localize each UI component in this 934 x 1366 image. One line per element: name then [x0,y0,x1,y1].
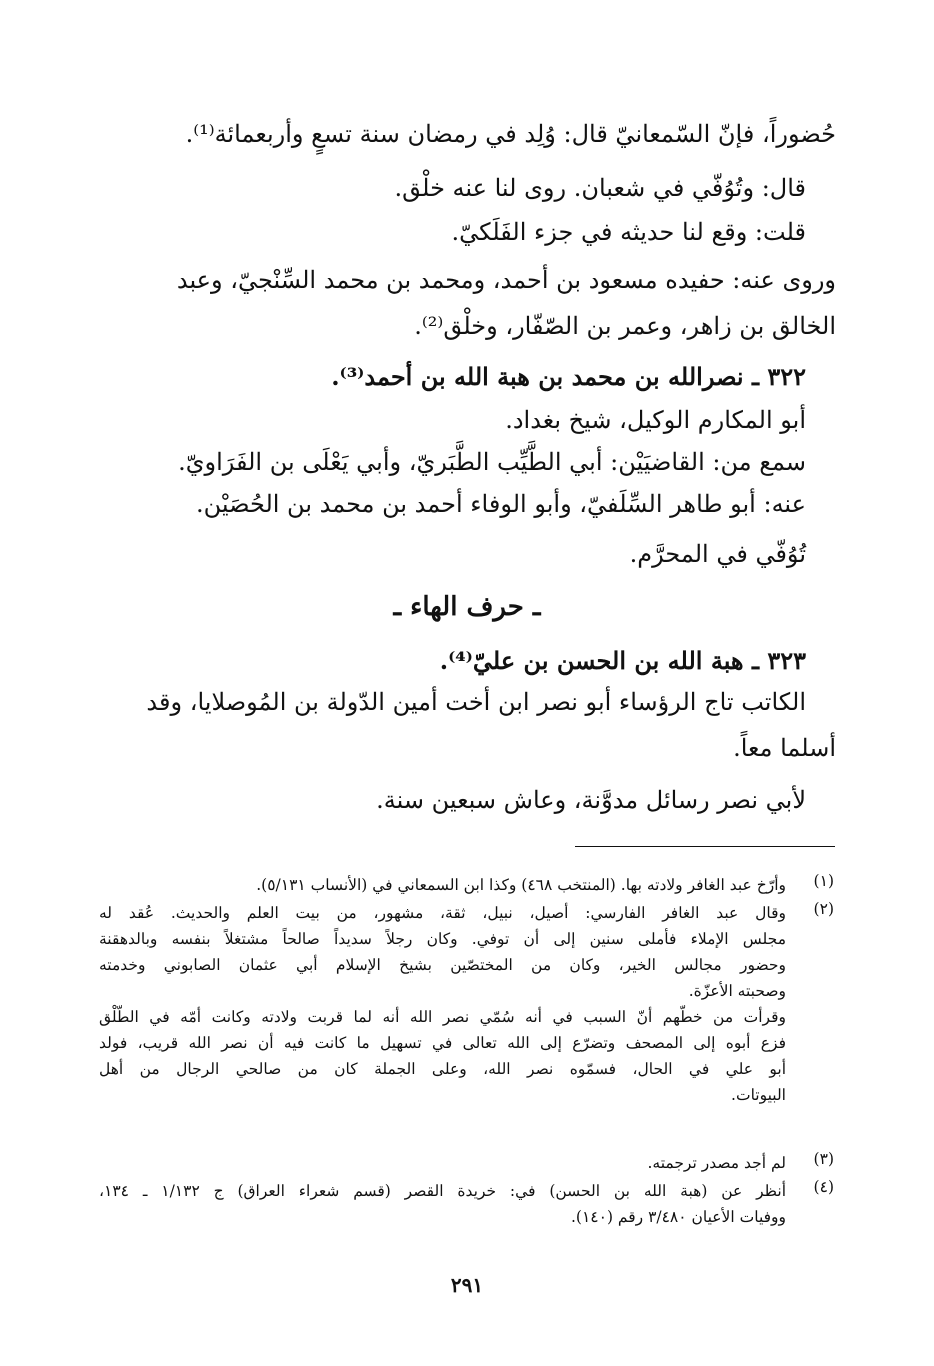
footnote-1 [99,872,834,898]
footnote-number: (٢) [813,900,834,918]
entry-323-line: أسلما معاً. [733,734,836,762]
footnote-separator [575,846,835,847]
body-line: قال: وتُوُفّي في شعبان. روى لنا عنه خلْق. [394,174,806,202]
footnote-line: وصحبته الأعزّة. [688,982,786,1000]
entry-322-line: تُوُفّي في المحرَّم. [629,540,806,568]
entry-323-line: لأبي نصر رسائل مدوَّنة، وعاش سبعين سنة. [376,786,806,814]
entry-322-line: سمع من: القاضيَيْن: أبي الطَّيِّب الطَّبَريّ، وأبي يَعْلَى بن الفَرَاويّ. [178,448,806,476]
footnote-line: وأرّخ عبد الغافر ولادته بها. (المنتخب ٤٦٨) وكذا ابن السمعاني في (الأنساب ٥/١٣١). [256,876,786,894]
chapter-title: ـ حرف الهاء ـ [393,592,541,622]
body-line: حُضوراً، فإنّ السّمعانيّ قال: وُلِد في رمضان سنة تسعٍ وأربعمائة⁽¹⁾. [185,120,836,148]
footnote-line: وقال عبد الغافر الفارسي: أصيل، نبيل، ثقة، مشهور، من بيت العلم والحديث. عُقد له [99,904,786,922]
page-number: ٢٩١ [450,1273,484,1297]
footnote-line: مجلس الإملاء فأملى سنين إلى أن توفي. وكان رجلاً سديداً صالحاً مشتغلاً بنفسه وبالدهقنة [99,930,786,948]
footnote-line: فزع أبوه إلى المصحف وتضرّع إلى الله تعالى في تسهيل ما كانت فيه أن نصر الله قريب، فولد [99,1034,786,1052]
body-line: قلت: وقع لنا حديثه في جزء الفَلَكيّ. [451,218,806,246]
footnote-number: (١) [813,872,834,890]
footnote-line: وحضور مجالس الخير، وكان من المختصّين بشيخ الإسلام أبي عثمان الصابوني وخدمته [99,956,786,974]
footnote-line: لم أجد مصدر ترجمته. [647,1154,786,1172]
footnote-number: (٣) [813,1150,834,1168]
footnote-line: البيوتات. [731,1086,786,1104]
footnote-2 [99,900,834,1108]
footnote-line: وقرأت من خطّهم أنّ السبب في أنه سُمّي نصر الله أنه لما قربت ولادته وكانت أمّه في الطّلْق [99,1008,786,1026]
entry-323-line: الكاتب تاج الرؤساء أبو نصر ابن أخت أمين الدّولة بن المُوصلايا، وقد [146,688,806,716]
footnote-number: (٤) [813,1178,834,1196]
footnote-3 [99,1150,834,1176]
entry-322-line: أبو المكارم الوكيل، شيخ بغداد. [505,406,806,434]
footnote-line: ووفيات الأعيان ٣/٤٨٠ رقم (١٤٠). [570,1208,786,1226]
footnote-line: أبو علي في الحال، فسمّوه نصر الله، وعلى الجملة كان من صالحي الرجال من أهل [99,1060,786,1078]
footnote-line: أنظر عن (هبة الله بن الحسن) في: خريدة القصر (قسم شعراء العراق) ج ١/١٣٢ ـ ١٣٤، [99,1182,786,1200]
body-line: وروى عنه: حفيده مسعود بن أحمد، ومحمد بن محمد السِّنْجيّ، وعبد [176,266,836,294]
entry-322-line: عنه: أبو طاهر السِّلَفيّ، وأبو الوفاء أحمد بن محمد بن الحُصَيْن. [196,490,806,518]
footnote-4 [99,1178,834,1230]
entry-323-heading: ٣٢٣ ـ هبة الله بن الحسن بن عليّ⁽⁴⁾. [439,646,806,675]
body-line: الخالق بن زاهر، وعمر بن الصّفّار، وخلْق⁽²⁾. [414,312,836,340]
entry-322-heading: ٣٢٢ ـ نصرالله بن محمد بن هبة الله بن أحمد⁽³⁾. [331,362,806,391]
